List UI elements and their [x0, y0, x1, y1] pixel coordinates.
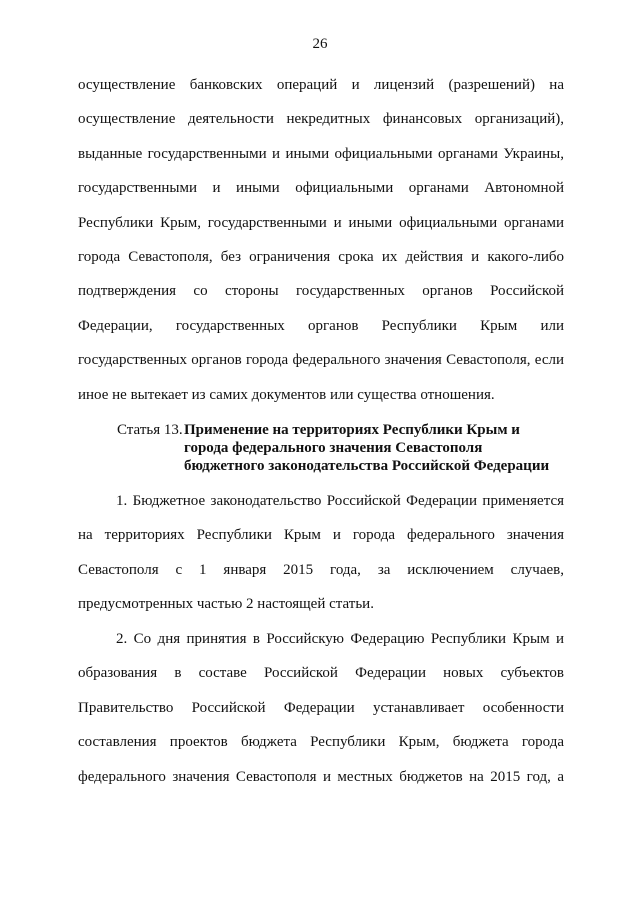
text-line: Федерации, государственных органов Республики Крым или: [78, 317, 564, 334]
article-title-line: города федерального значения Севастополя: [184, 440, 483, 456]
text-line: 2. Со дня принятия в Российскую Федерацию Республики Крым и: [116, 631, 564, 647]
text-line: предусмотренных частью 2 настоящей статьи.: [78, 596, 374, 613]
text-line: иное не вытекает из самих документов или существа отношения.: [78, 386, 495, 403]
text-line: образования в составе Российской Федерации новых субъектов: [78, 665, 564, 682]
text-line: выданные государственными и иными официальными органами Украины,: [78, 145, 564, 162]
paragraph-3: [78, 622, 564, 794]
article-title-line: Применение на территориях Республики Крым и: [184, 422, 520, 438]
text-line: федерального значения Севастополя и местных бюджетов на 2015 год, а: [78, 768, 564, 785]
text-line: составления проектов бюджета Республики Крым, бюджета города: [78, 734, 564, 751]
page-number: 26: [312, 36, 328, 52]
text-line: государственными и иными официальными органами Автономной: [78, 180, 564, 197]
paragraph-2: [78, 484, 564, 622]
article-title-line: бюджетного законодательства Российской Федерации: [184, 458, 550, 474]
text-line: Севастополя с 1 января 2015 года, за исключением случаев,: [78, 561, 564, 578]
text-line: Республики Крым, государственными и иными официальными органами: [78, 214, 564, 231]
article-label: Статья 13.: [117, 422, 183, 438]
text-line: осуществление деятельности некредитных финансовых организаций),: [78, 111, 564, 128]
text-line: города Севастополя, без ограничения срока их действия и какого-либо: [78, 248, 564, 265]
text-line: 1. Бюджетное законодательство Российской Федерации применяется: [116, 493, 564, 509]
article-title: [184, 421, 564, 475]
text-line: государственных органов города федерального значения Севастополя, если: [78, 352, 564, 369]
article-heading: [117, 421, 577, 475]
text-line: осуществление банковских операций и лицензий (разрешений) на: [78, 77, 564, 93]
paragraph-1: [78, 68, 564, 412]
text-line: Правительство Российской Федерации устанавливает особенности: [78, 699, 564, 716]
text-line: на территориях Республики Крым и города федерального значения: [78, 527, 564, 544]
text-line: подтверждения со стороны государственных органов Российской: [78, 283, 564, 300]
